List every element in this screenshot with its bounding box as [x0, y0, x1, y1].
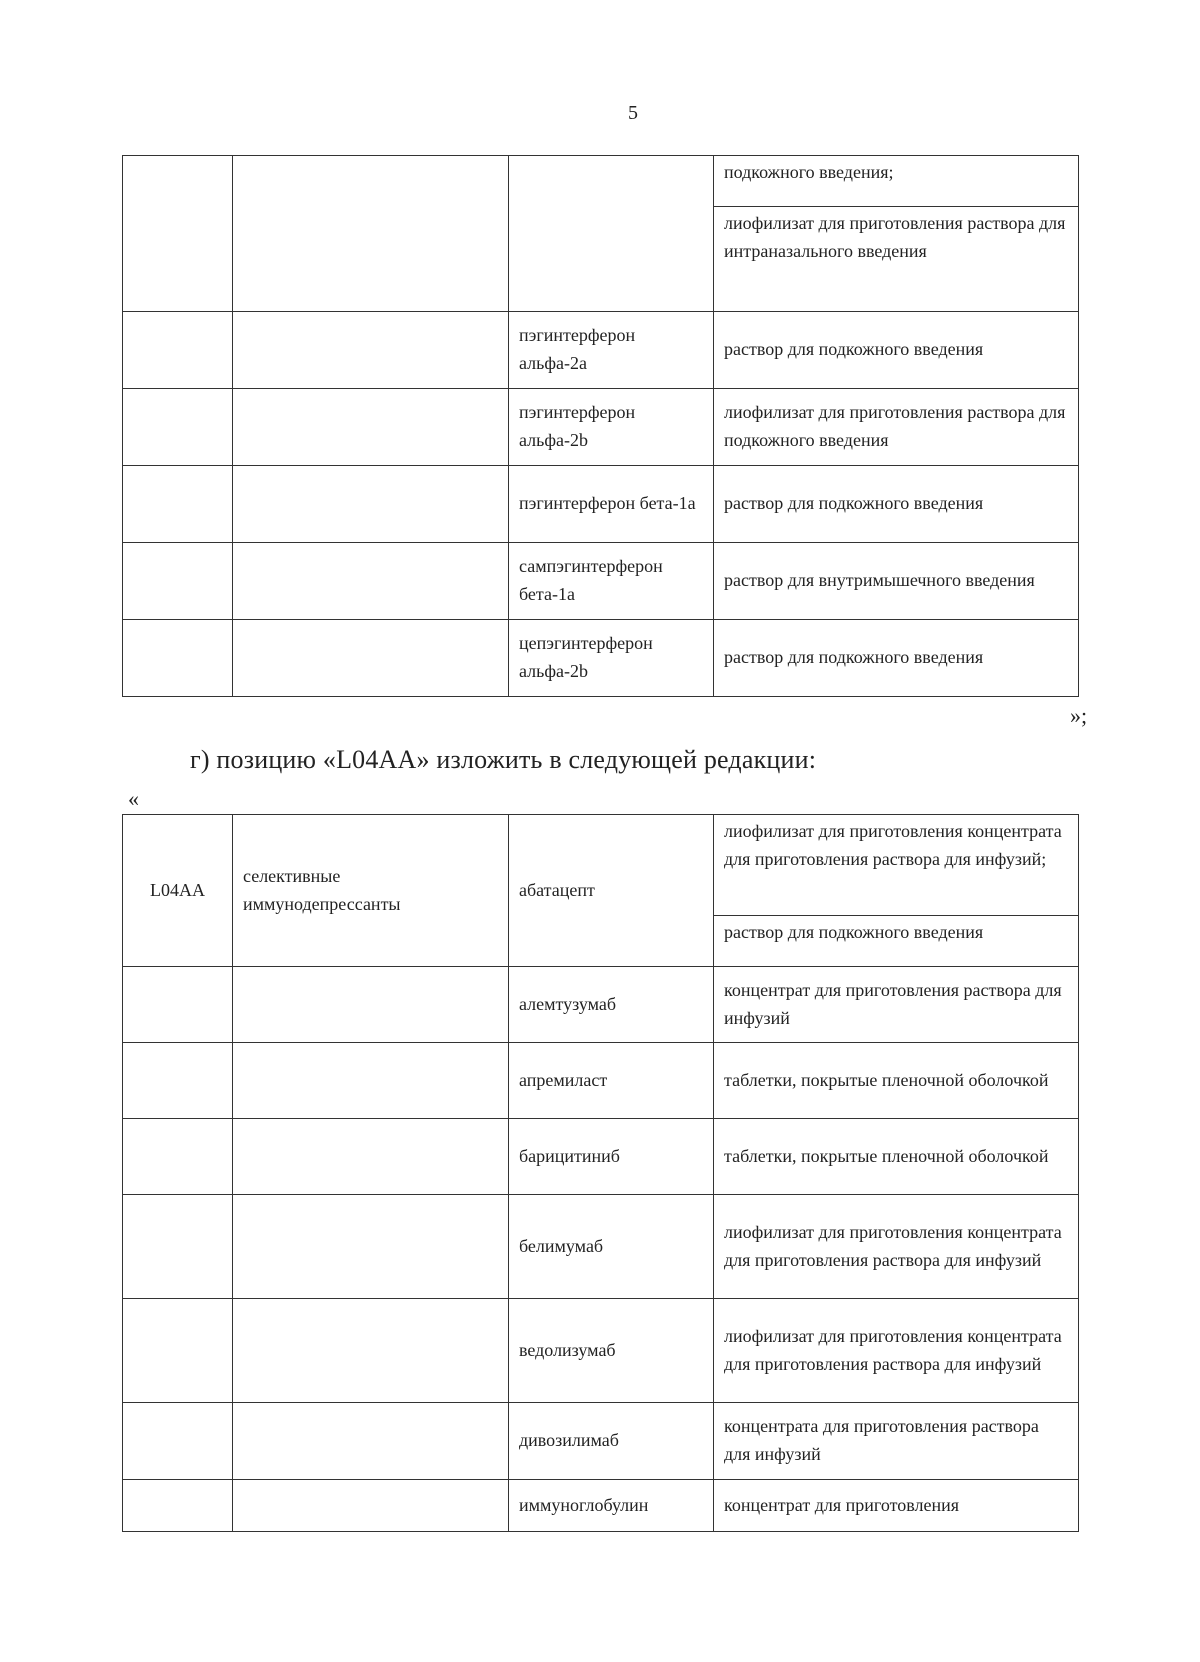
drug-name: абатацепт [509, 815, 714, 967]
table-row [123, 543, 1079, 620]
table-row [123, 620, 1079, 697]
group-cell [233, 1195, 509, 1299]
code-cell [123, 1480, 233, 1532]
drug-name: дивозилимаб [509, 1403, 714, 1480]
form-cell [714, 815, 1079, 967]
form-text: лиофилизат для приготовления концентрата для приготовления раствора для инфузий [714, 1195, 1079, 1299]
code-cell [123, 1119, 233, 1195]
form-text: раствор для подкожного введения [714, 620, 1079, 697]
form-text: концентрат для приготовления раствора для инфузий [714, 967, 1079, 1043]
group-cell [233, 1119, 509, 1195]
group-cell [233, 1403, 509, 1480]
code-cell [123, 967, 233, 1043]
form-text: раствор для внутримышечного введения [714, 543, 1079, 620]
continuation-table [122, 155, 1079, 697]
form-text: лиофилизат для приготовления раствора для подкожного введения [714, 389, 1079, 466]
drug-name: пэгинтерферон альфа-2b [509, 389, 714, 466]
drug-name: цепэгинтерферон альфа-2b [509, 620, 714, 697]
form-text: лиофилизат для приготовления концентрата для приготовления раствора для инфузий; [724, 821, 1062, 869]
code-cell [123, 156, 233, 312]
atc-code: L04AA [123, 815, 233, 967]
drug-name: алемтузумаб [509, 967, 714, 1043]
code-cell [123, 620, 233, 697]
group-name: селективные иммунодепрессанты [233, 815, 509, 967]
code-cell [123, 543, 233, 620]
group-cell [233, 1043, 509, 1119]
drug-name: сампэгинтерферон бета-1a [509, 543, 714, 620]
closing-quote: »; [1070, 703, 1088, 728]
table-row [123, 156, 1079, 312]
drug-name: барицитиниб [509, 1119, 714, 1195]
table-row [123, 1119, 1079, 1195]
form-text: таблетки, покрытые пленочной оболочкой [714, 1119, 1079, 1195]
drug-cell [509, 156, 714, 312]
table-row [123, 1195, 1079, 1299]
page-number: 5 [628, 102, 638, 124]
table-row [123, 312, 1079, 389]
instruction-text: г) позицию «L04AA» изложить в следующей редакции: [190, 745, 817, 774]
drug-name: апремиласт [509, 1043, 714, 1119]
drug-name: иммуноглобулин [509, 1480, 714, 1532]
form-text: концентрат для приготовления [714, 1480, 1079, 1532]
group-cell [233, 543, 509, 620]
form-text: концентрата для приготовления раствора для инфузий [714, 1403, 1079, 1480]
table-row [123, 1480, 1079, 1532]
table-row [123, 1403, 1079, 1480]
form-text: таблетки, покрытые пленочной оболочкой [714, 1043, 1079, 1119]
code-cell [123, 312, 233, 389]
form-text: подкожного введения; [724, 162, 894, 182]
group-cell [233, 1299, 509, 1403]
opening-quote: « [128, 786, 139, 811]
form-cell [714, 156, 1079, 312]
l04aa-table [122, 814, 1079, 1532]
form-text: лиофилизат для приготовления раствора для интраназального введения [714, 206, 1078, 310]
code-cell [123, 1195, 233, 1299]
code-cell [123, 389, 233, 466]
code-cell [123, 1299, 233, 1403]
form-text: лиофилизат для приготовления концентрата для приготовления раствора для инфузий [714, 1299, 1079, 1403]
group-cell [233, 312, 509, 389]
table-row [123, 1043, 1079, 1119]
table-row [123, 389, 1079, 466]
group-cell [233, 156, 509, 312]
form-text: раствор для подкожного введения [714, 312, 1079, 389]
code-cell [123, 1043, 233, 1119]
form-text: раствор для подкожного введения [714, 915, 1078, 966]
group-cell [233, 466, 509, 543]
group-cell [233, 1480, 509, 1532]
form-text: раствор для подкожного введения [714, 466, 1079, 543]
group-cell [233, 389, 509, 466]
drug-name: ведолизумаб [509, 1299, 714, 1403]
code-cell [123, 1403, 233, 1480]
group-cell [233, 620, 509, 697]
drug-name: пэгинтерферон альфа-2a [509, 312, 714, 389]
drug-name: пэгинтерферон бета-1a [509, 466, 714, 543]
table-row [123, 815, 1079, 967]
group-cell [233, 967, 509, 1043]
drug-name: белимумаб [509, 1195, 714, 1299]
code-cell [123, 466, 233, 543]
table-row [123, 1299, 1079, 1403]
table-row [123, 466, 1079, 543]
table-row [123, 967, 1079, 1043]
